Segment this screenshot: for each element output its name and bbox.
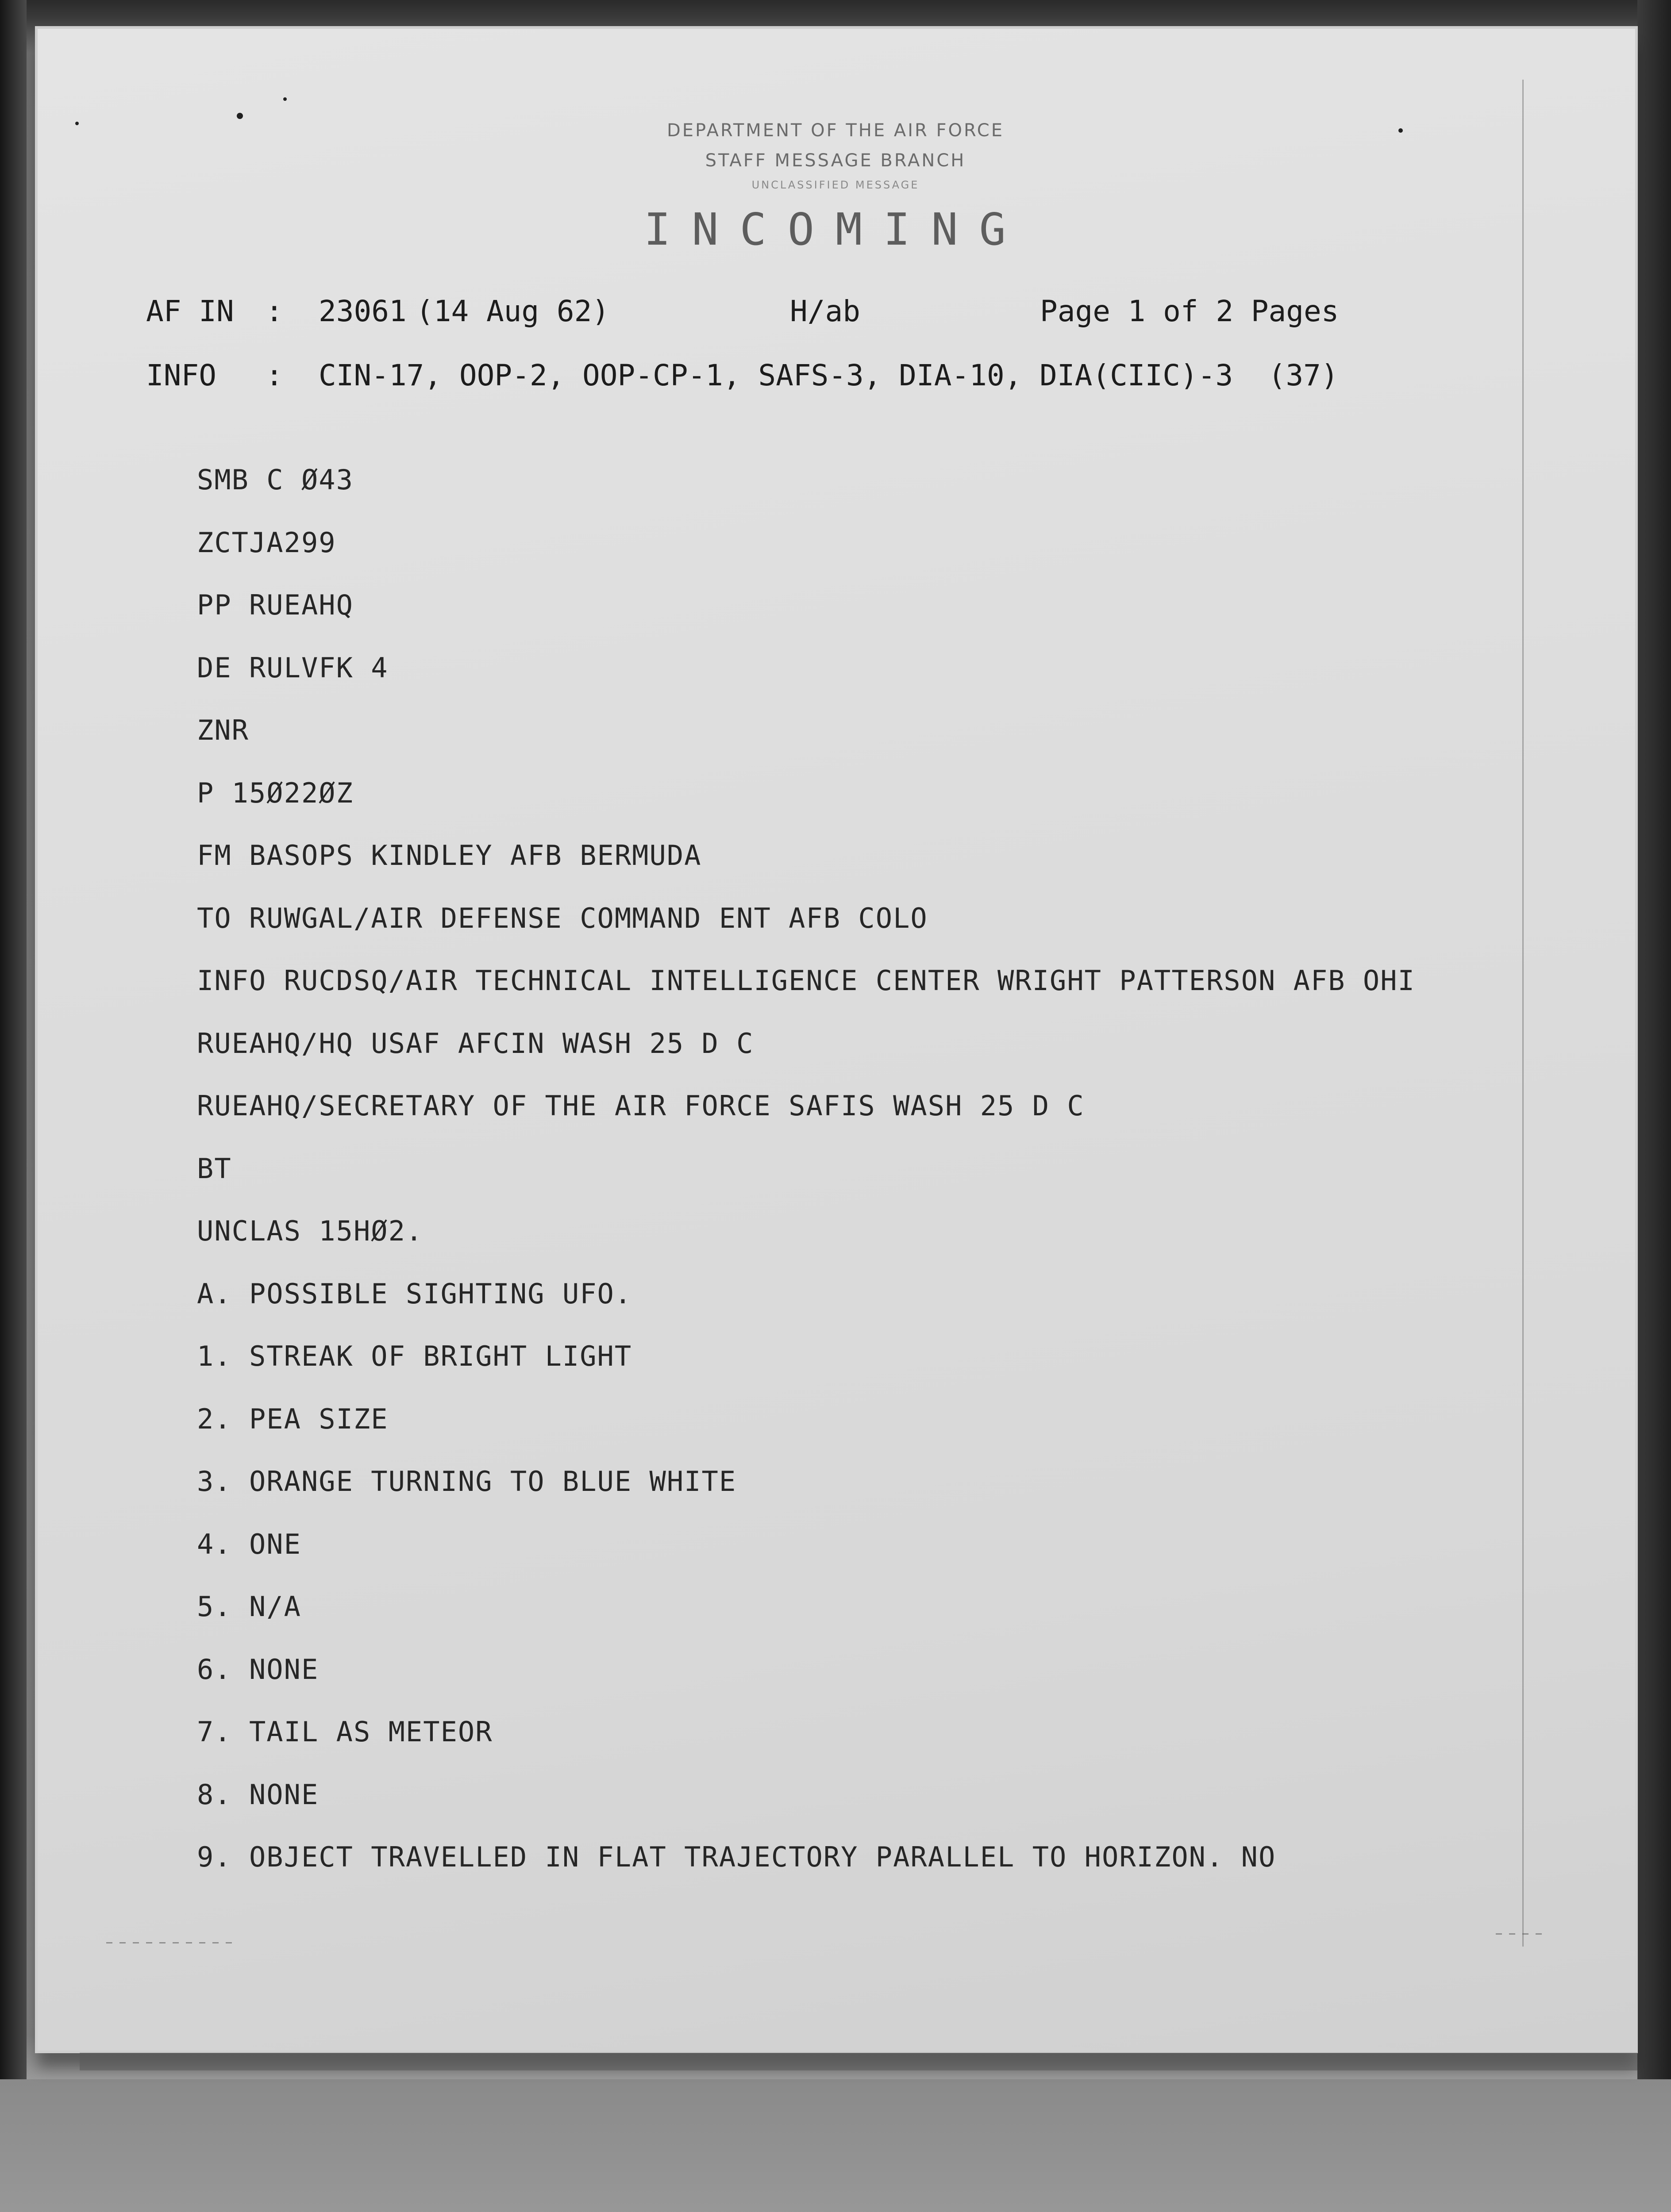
af-in-date: (14 Aug 62) bbox=[416, 294, 610, 328]
af-in-colon: : bbox=[266, 294, 283, 328]
message-line: SMB C Ø43 bbox=[197, 464, 354, 496]
message-line: 4. ONE bbox=[197, 1528, 301, 1560]
handling-code: H/ab bbox=[790, 294, 860, 328]
message-line: INFO RUCDSQ/AIR TECHNICAL INTELLIGENCE CENTER WRIGHT PATTERSON AFB OHI bbox=[197, 964, 1415, 997]
message-line: ZNR bbox=[197, 714, 249, 746]
scan-background-lower bbox=[0, 2079, 1671, 2212]
page-indicator: Page 1 of 2 Pages bbox=[1040, 294, 1339, 328]
message-line: TO RUWGAL/AIR DEFENSE COMMAND ENT AFB COLO bbox=[197, 902, 928, 934]
department-heading: DEPARTMENT OF THE AIR FORCE bbox=[666, 120, 1005, 141]
message-line: 9. OBJECT TRAVELLED IN FLAT TRAJECTORY PARALLEL TO HORIZON. NO bbox=[197, 1841, 1276, 1873]
info-distribution: CIN-17, OOP-2, OOP-CP-1, SAFS-3, DIA-10, DIA(CIIC)-3 (37) bbox=[319, 358, 1339, 392]
message-line: 1. STREAK OF BRIGHT LIGHT bbox=[197, 1340, 632, 1372]
message-line: 7. TAIL AS METEOR bbox=[197, 1716, 493, 1748]
af-in-number: 23061 bbox=[319, 294, 407, 328]
message-line: DE RULVFK 4 bbox=[197, 651, 389, 684]
af-in-row bbox=[146, 294, 1474, 334]
message-line: PP RUEAHQ bbox=[197, 589, 354, 621]
film-edge-right bbox=[1637, 0, 1671, 2079]
film-edge-left bbox=[0, 0, 27, 2079]
message-line: A. POSSIBLE SIGHTING UFO. bbox=[197, 1277, 632, 1310]
message-line: 3. ORANGE TURNING TO BLUE WHITE bbox=[197, 1465, 737, 1498]
message-body bbox=[197, 462, 1613, 1902]
info-row bbox=[146, 358, 1562, 398]
info-label: INFO bbox=[146, 358, 216, 392]
info-colon: : bbox=[266, 358, 283, 392]
classification-heading: UNCLASSIFIED MESSAGE bbox=[751, 179, 920, 191]
message-line: BT bbox=[197, 1152, 232, 1185]
document-title: INCOMING bbox=[644, 204, 1027, 255]
message-line: RUEAHQ/SECRETARY OF THE AIR FORCE SAFIS WASH 25 D C bbox=[197, 1090, 1085, 1122]
message-line: P 15Ø22ØZ bbox=[197, 776, 354, 809]
branch-heading: STAFF MESSAGE BRANCH bbox=[705, 150, 966, 171]
dashed-mark bbox=[106, 1942, 239, 1943]
message-line: 5. N/A bbox=[197, 1590, 301, 1623]
message-line: ZCTJA299 bbox=[197, 526, 336, 559]
af-in-label: AF IN bbox=[146, 294, 234, 328]
message-line: RUEAHQ/HQ USAF AFCIN WASH 25 D C bbox=[197, 1027, 754, 1060]
sheet-shadow bbox=[80, 2053, 1637, 2070]
dashed-mark bbox=[1496, 1933, 1544, 1935]
speck-mark bbox=[283, 97, 287, 101]
speck-mark bbox=[237, 113, 243, 119]
message-line: 6. NONE bbox=[197, 1653, 319, 1686]
message-line: 8. NONE bbox=[197, 1778, 319, 1811]
message-line: 2. PEA SIZE bbox=[197, 1402, 389, 1435]
message-line: UNCLAS 15HØ2. bbox=[197, 1215, 424, 1247]
message-line: FM BASOPS KINDLEY AFB BERMUDA bbox=[197, 839, 702, 872]
